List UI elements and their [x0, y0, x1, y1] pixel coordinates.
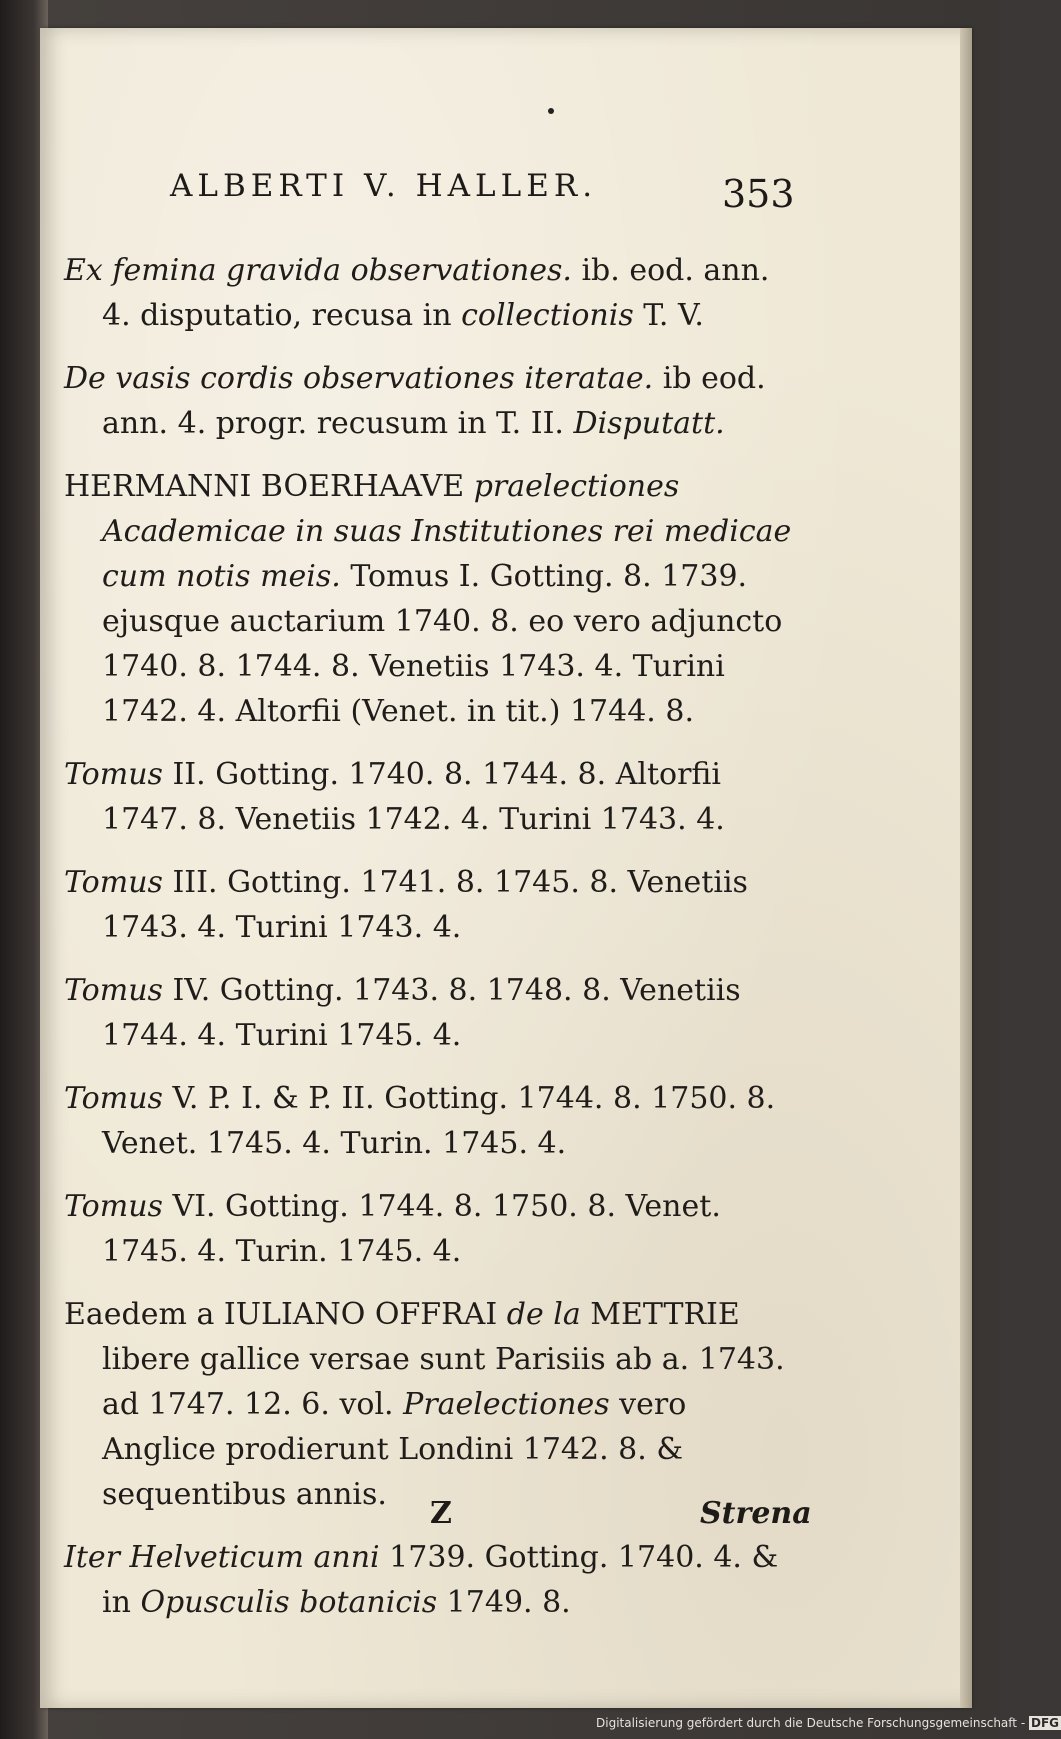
signature-mark: Z	[430, 1496, 452, 1531]
ink-dot	[548, 108, 554, 114]
bibliography-entry	[64, 1076, 794, 1166]
italic-text: praelectiones Academicae in suas Institutiones rei medicae cum notis meis.	[102, 469, 792, 594]
italic-text: Tomus	[64, 973, 163, 1008]
entry-text: 1739. Gotting. 1740. 4. & in	[102, 1540, 779, 1620]
entry-text: HERMANNI BOERHAAVE	[64, 469, 474, 504]
entry-text: ib. eod. ann. 4. disputatio, recusa in	[102, 253, 770, 333]
digitization-footer	[596, 1716, 1059, 1730]
entry-text: T. V.	[633, 298, 704, 333]
bibliography-entry	[64, 464, 794, 734]
entry-text: IV. Gotting. 1743. 8. 1748. 8. Venetiis 1744. 4. Turini 1745. 4.	[102, 973, 741, 1053]
bibliography-entry	[64, 860, 794, 950]
page-text	[64, 248, 794, 1643]
italic-text: Tomus	[64, 757, 163, 792]
italic-text: Tomus	[64, 1189, 163, 1224]
catchword: Strena	[700, 1496, 812, 1531]
page-number: 353	[722, 172, 795, 216]
bibliography-entry	[64, 356, 794, 446]
italic-text: Tomus	[64, 865, 163, 900]
italic-text: Praelectiones	[403, 1387, 610, 1422]
entry-text: 1749. 8.	[437, 1585, 571, 1620]
bibliography-entry	[64, 1535, 794, 1625]
italic-text: Opusculis botanicis	[140, 1585, 438, 1620]
italic-text: Ex femina gravida observationes.	[64, 253, 572, 288]
entry-text: III. Gotting. 1741. 8. 1745. 8. Venetiis 1743. 4. Turini 1743. 4.	[102, 865, 748, 945]
entry-text: METTRIE libere gallice versae sunt Parisiis ab a. 1743. ad 1747. 12. 6. vol.	[102, 1297, 785, 1422]
bibliography-entry	[64, 1292, 794, 1517]
italic-text: Tomus	[64, 1081, 163, 1116]
bibliography-entry	[64, 248, 794, 338]
running-title: ALBERTI V. HALLER.	[170, 168, 598, 204]
entry-text: Tomus I. Gotting. 8. 1739. ejusque auctarium 1740. 8. eo vero adjuncto 1740. 8. 1744. 8. Venetiis 1743. 4. Turini 1742. 4. Altorfii (Venet. in tit.) 1744. 8.	[102, 559, 783, 729]
bibliography-entry	[64, 1184, 794, 1274]
page-edge	[960, 28, 972, 1708]
italic-text: De vasis cordis observationes iteratae.	[64, 361, 654, 396]
footer-credit: Digitalisierung gefördert durch die Deutsche Forschungsgemeinschaft -	[596, 1716, 1026, 1730]
entry-text: V. P. I. & P. II. Gotting. 1744. 8. 1750. 8. Venet. 1745. 4. Turin. 1745. 4.	[102, 1081, 776, 1161]
entry-text: II. Gotting. 1740. 8. 1744. 8. Altorfii 1747. 8. Venetiis 1742. 4. Turini 1743. 4.	[102, 757, 725, 837]
entry-text: ib eod. ann. 4. progr. recusum in T. II.	[102, 361, 766, 441]
italic-text: de la	[506, 1297, 581, 1332]
bibliography-entry	[64, 968, 794, 1058]
entry-text: vero Anglice prodierunt Londini 1742. 8. & sequentibus annis.	[102, 1387, 687, 1512]
italic-text: collectionis	[461, 298, 634, 333]
entry-text: VI. Gotting. 1744. 8. 1750. 8. Venet. 1745. 4. Turin. 1745. 4.	[102, 1189, 721, 1269]
dfg-logo: DFG	[1030, 1716, 1059, 1730]
italic-text: Disputatt.	[573, 406, 725, 441]
italic-text: Iter Helveticum anni	[64, 1540, 380, 1575]
entry-text: Eaedem a IULIANO OFFRAI	[64, 1297, 507, 1332]
bibliography-entry	[64, 752, 794, 842]
